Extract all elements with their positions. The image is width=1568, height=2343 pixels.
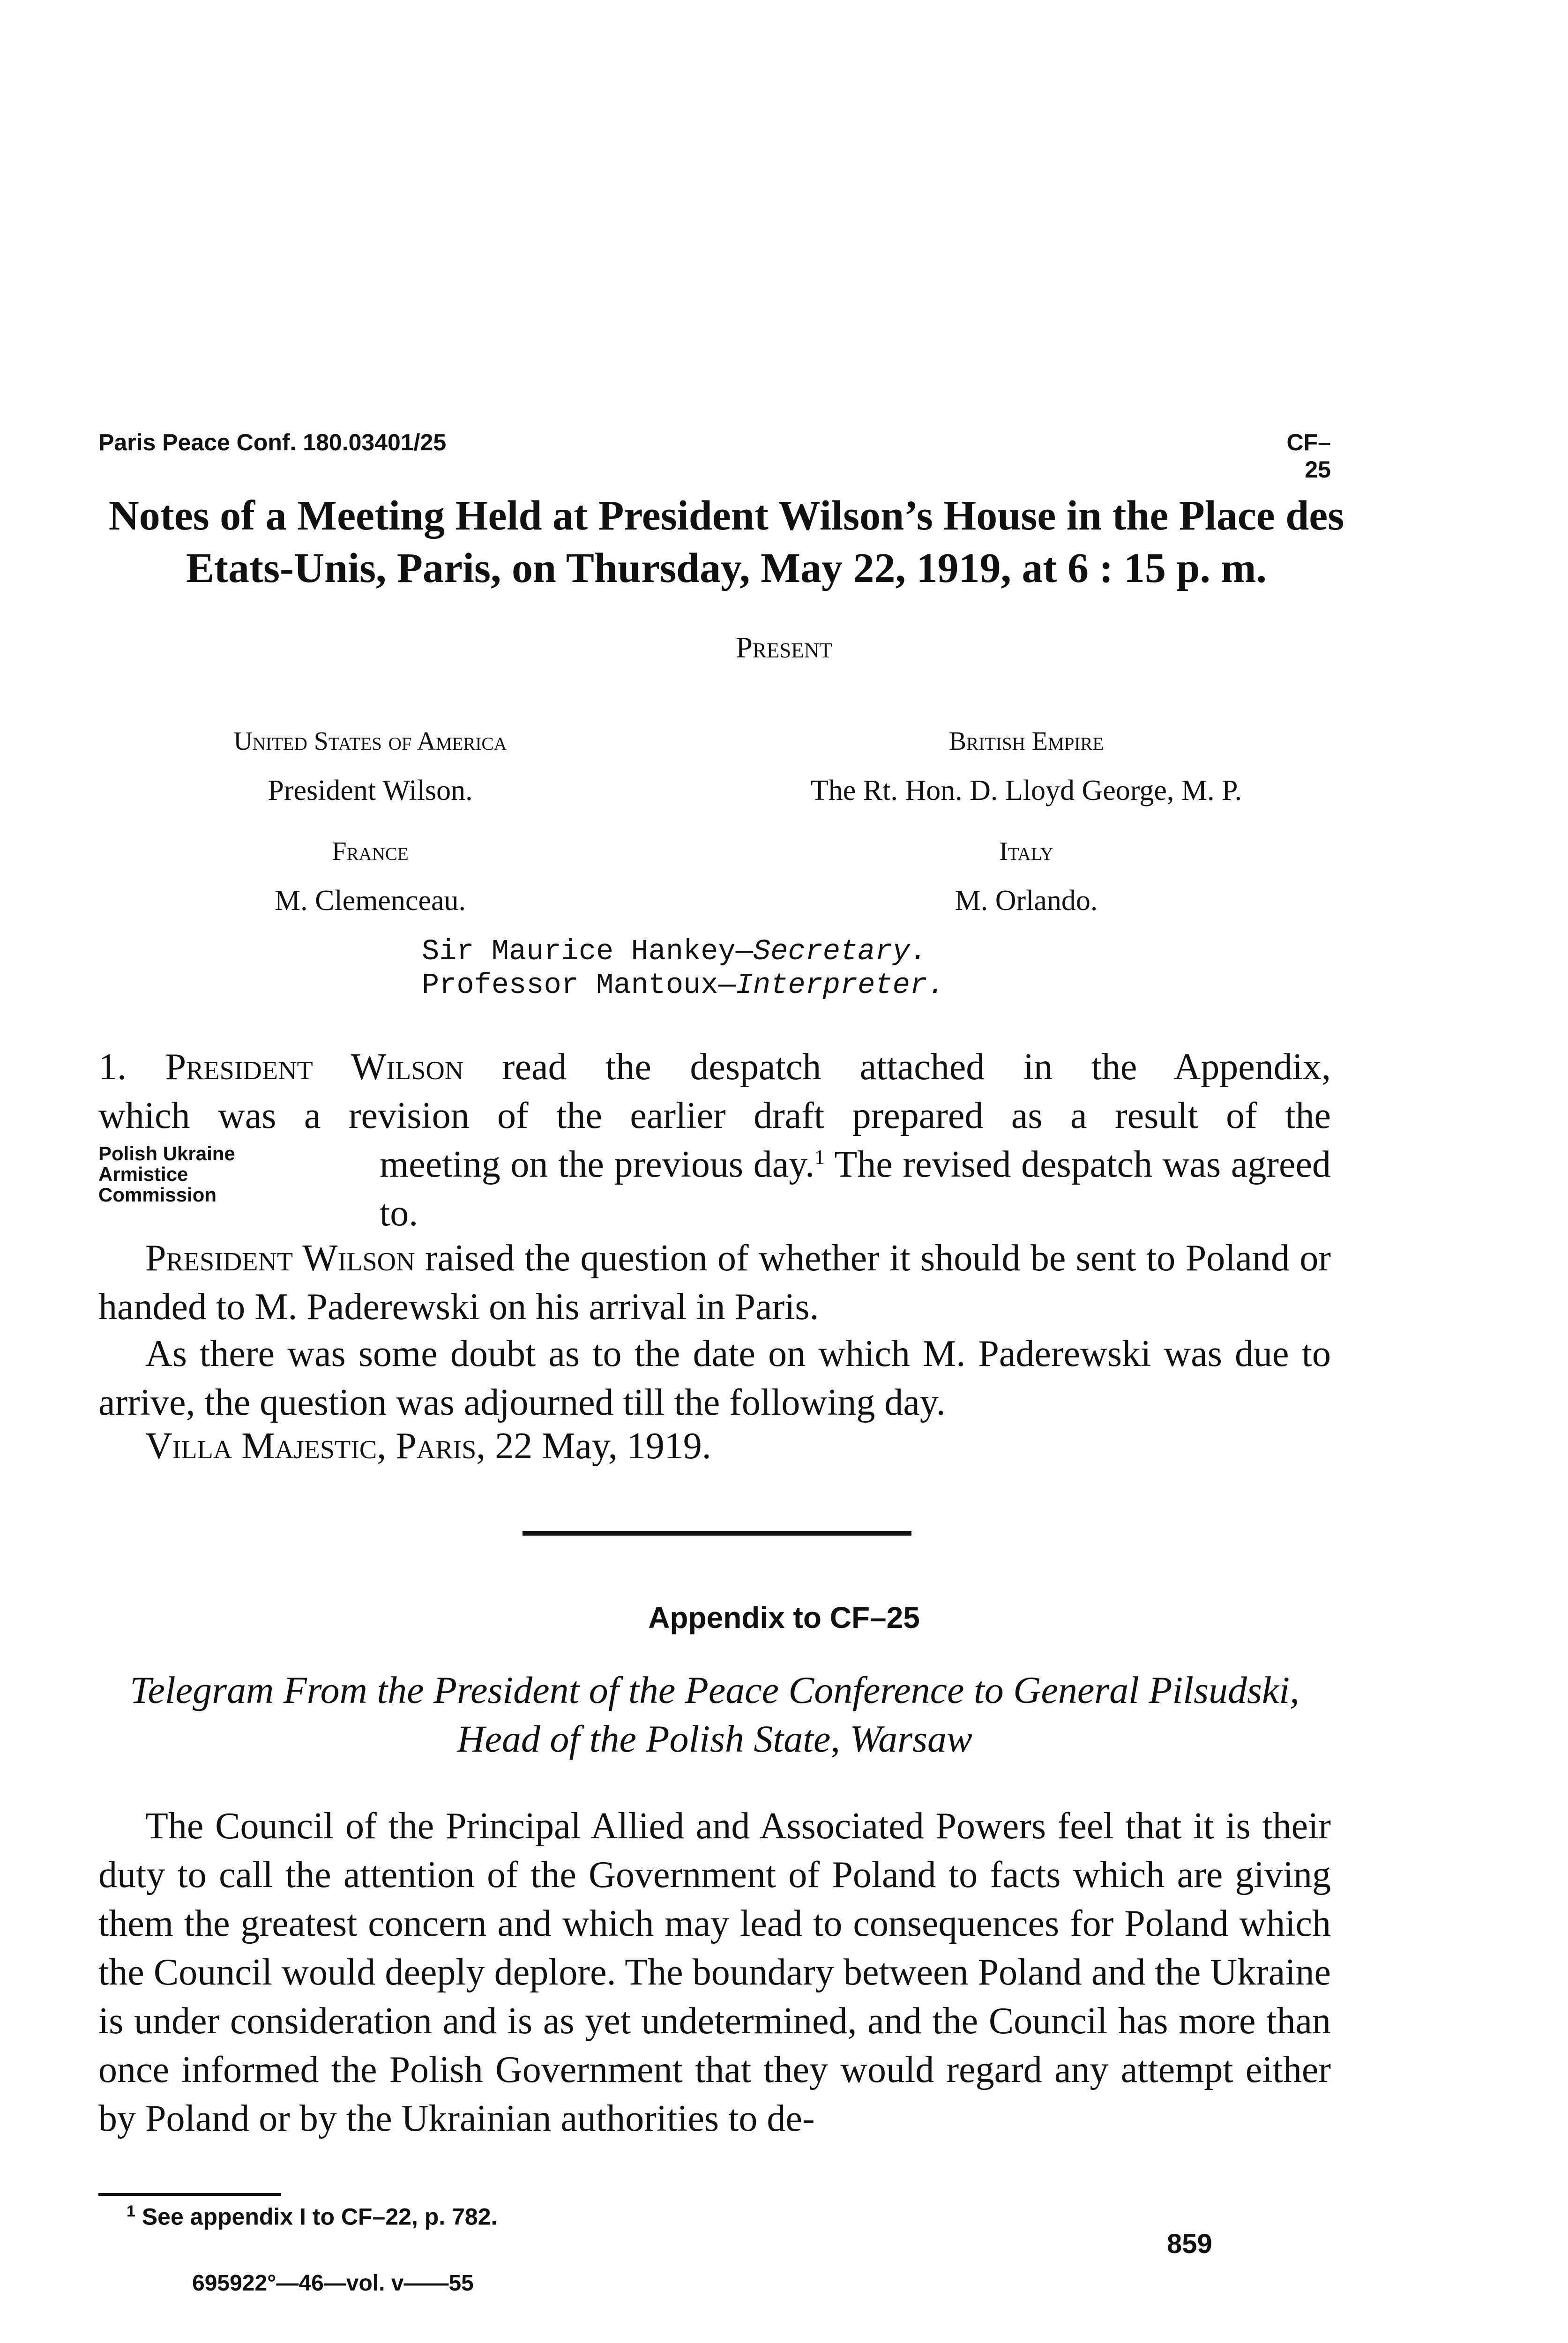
footnote bbox=[127, 2202, 497, 2231]
document-code: CF–25 bbox=[1286, 429, 1331, 483]
delegation-usa bbox=[159, 726, 581, 807]
delegation-italy bbox=[731, 836, 1322, 918]
delegation-delegate: President Wilson. bbox=[268, 775, 473, 806]
delegation-country: France bbox=[332, 837, 409, 866]
official-role: Interpreter. bbox=[735, 969, 945, 1002]
appendix-body: The Council of the Principal Allied and Associated Powers feel that it is their duty to call the attention of the Government of Poland to facts which are giving them the greatest concern and which may lead to consequences for Poland which the Council would deeply deplore. The boundary between Poland and the Ukraine is under consideration and is as yet undetermined, and the Council has more than once informed the Polish Government that they would regard any attempt either by Poland or by the Ukrainian authorities to de- bbox=[98, 1806, 1331, 2139]
signature-line: Villa Majestic, Paris, 22 May, 1919. bbox=[145, 1425, 711, 1467]
signature-place: Villa Majestic bbox=[145, 1425, 377, 1467]
signature-city: Paris bbox=[396, 1425, 477, 1467]
marginal-line: Armistice bbox=[98, 1163, 188, 1185]
item-1-line3-end: The revised despatch was agreed to. bbox=[380, 1144, 1331, 1234]
marginal-line: Commission bbox=[98, 1184, 217, 1206]
appendix-title: Telegram From the President of the Peace Conference to General Pilsudski, Head of the Polish State, Warsaw bbox=[130, 1669, 1299, 1760]
officials-list bbox=[422, 935, 1031, 1002]
section-divider bbox=[523, 1531, 911, 1536]
delegation-country: British Empire bbox=[948, 727, 1104, 756]
signature-date: , 22 May, 1919. bbox=[476, 1425, 711, 1467]
footnote-reference: 1 bbox=[814, 1145, 825, 1169]
delegation-delegate: M. Clemenceau. bbox=[274, 885, 466, 917]
official-role: Secretary. bbox=[753, 935, 927, 968]
item-1-opening bbox=[98, 1043, 1331, 1140]
footnote-text: See appendix I to CF–22, p. 782. bbox=[135, 2203, 498, 2230]
official-interpreter bbox=[422, 969, 1031, 1002]
marginal-line: Polish Ukraine bbox=[98, 1142, 235, 1164]
official-name: Sir Maurice Hankey— bbox=[422, 935, 753, 968]
delegation-country: Italy bbox=[999, 837, 1053, 866]
footnote-mark: 1 bbox=[127, 2202, 135, 2220]
present-label: Present bbox=[736, 631, 832, 664]
item-1-line3: meeting on the previous day. bbox=[380, 1144, 815, 1185]
delegation-british-empire bbox=[731, 726, 1322, 807]
item-number: 1. bbox=[98, 1046, 127, 1088]
footnote-rule bbox=[98, 2193, 281, 2196]
paragraph-text: raised the question of whether it should be sent to Poland or handed to M. Paderewski on his arrival in Paris. bbox=[98, 1238, 1331, 1328]
marginal-note bbox=[98, 1143, 351, 1205]
document-title: Notes of a Meeting Held at President Wilson’s House in the Place des Etats-Unis, Paris, on Thursday, May 22, 1919, at 6 : 15 p. m. bbox=[108, 492, 1344, 591]
print-code: 695922°—46—vol. v——55 bbox=[192, 2271, 474, 2296]
item-1-line1: read the despatch attached in the Appendix, bbox=[463, 1046, 1331, 1088]
official-secretary bbox=[422, 935, 1031, 969]
item-1-paragraph-2 bbox=[98, 1234, 1331, 1331]
delegation-delegate: M. Orlando. bbox=[955, 885, 1098, 917]
delegation-france bbox=[159, 836, 581, 918]
item-1-continuation bbox=[380, 1140, 1331, 1238]
delegation-delegate: The Rt. Hon. D. Lloyd George, M. P. bbox=[810, 775, 1242, 806]
file-reference: Paris Peace Conf. 180.03401/25 bbox=[98, 429, 447, 455]
item-1-paragraph-3: As there was some doubt as to the date on which M. Paderewski was due to arrive, the question was adjourned till the following day. bbox=[98, 1333, 1331, 1423]
speaker-name: President Wilson bbox=[145, 1238, 415, 1279]
page-number: 859 bbox=[1167, 2229, 1212, 2259]
speaker-name: President Wilson bbox=[165, 1046, 464, 1088]
item-1-line2: which was a revision of the earlier draft prepared as a result of the bbox=[98, 1095, 1331, 1136]
delegation-country: United States of America bbox=[233, 727, 507, 756]
appendix-heading: Appendix to CF–25 bbox=[648, 1601, 920, 1634]
official-name: Professor Mantoux— bbox=[422, 969, 736, 1002]
